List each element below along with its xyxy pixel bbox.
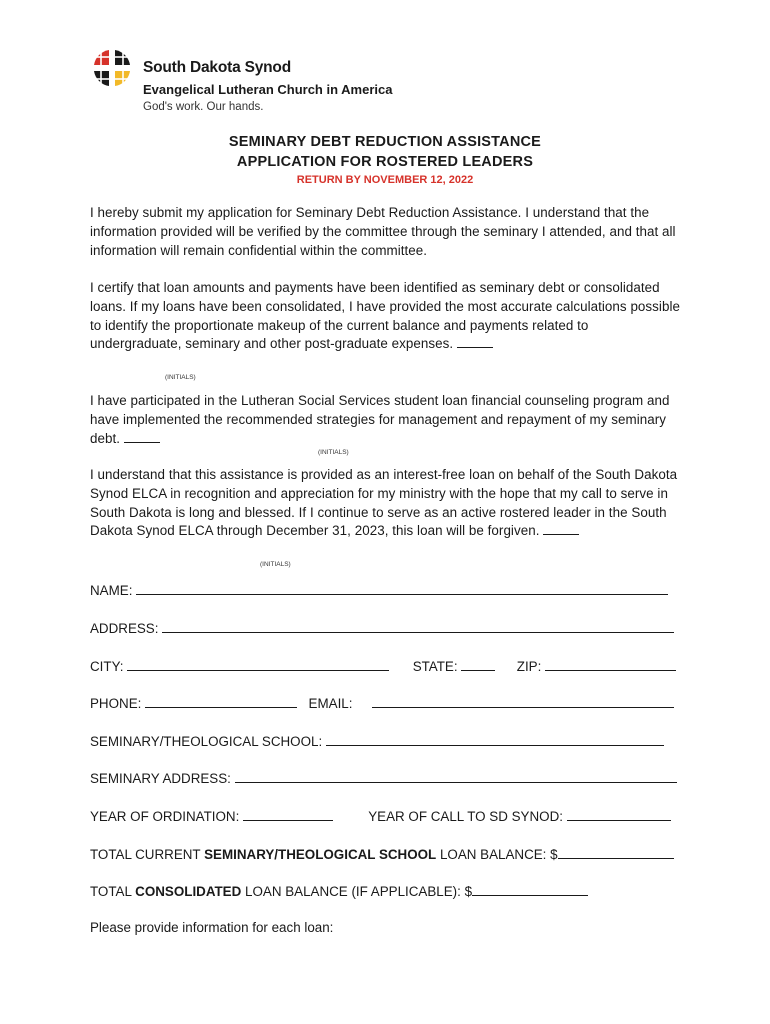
initials-input-1[interactable] [457,335,493,348]
state-field[interactable] [461,658,495,671]
return-deadline: RETURN BY NOVEMBER 12, 2022 [296,174,474,186]
initials-label: (INITIALS) [165,374,196,381]
loan-info-prompt: Please provide information for each loan: [90,920,334,935]
school-row [90,733,664,749]
total-current-label-bold: SEMINARY/THEOLOGICAL SCHOOL [204,847,437,862]
address-label: ADDRESS: [90,621,159,636]
email-label: EMAIL: [308,696,353,711]
paragraph-certify [90,279,682,354]
name-field[interactable] [136,582,668,595]
zip-label: ZIP: [516,659,542,674]
total-current-field[interactable] [558,846,674,859]
elca-cross-logo [90,46,134,90]
total-consolidated-label-post: LOAN BALANCE (IF APPLICABLE): $ [245,884,473,899]
total-consolidated-row [90,883,588,899]
city-label: CITY: [90,659,124,674]
org-header [143,58,392,115]
paragraph-text: I hereby submit my application for Seminary Debt Reduction Assistance. I understand that the information provided will be verified by the committee through the seminary I attended, and that all information will remain confidential within the committee. [90,205,676,258]
city-row [90,658,676,674]
year-ordination-label: YEAR OF ORDINATION: [90,809,240,824]
phone-label: PHONE: [90,696,142,711]
years-row [90,808,671,824]
name-label: NAME: [90,583,133,598]
paragraph-text: I have participated in the Lutheran Social Services student loan financial counseling program and have implemented the recommended strategies for management and repayment of my seminary debt. [90,393,670,446]
total-current-label-pre: TOTAL CURRENT [90,847,201,862]
zip-field[interactable] [545,658,676,671]
total-consolidated-label-bold: CONSOLIDATED [135,884,242,899]
initials-label: (INITIALS) [260,561,291,568]
seminary-address-row [90,770,677,786]
paragraph-text: I understand that this assistance is provided as an interest-free loan on behalf of the South Dakota Synod ELCA in recognition and appreciation for my ministry with the hope that my call to serve in South Dakota is long and blessed. If I continue to serve as an active rostered leader in the South Dakota Synod ELCA through December 31, 2023, this loan will be forgiven. [90,467,678,539]
year-call-label: YEAR OF CALL TO SD SYNOD: [368,809,563,824]
name-row [90,582,668,598]
school-field[interactable] [326,733,664,746]
phone-email-row [90,695,674,711]
initials-label: (INITIALS) [318,449,349,456]
initials-input-2[interactable] [124,430,160,443]
paragraph-counseling [90,392,682,448]
org-tagline: God's work. Our hands. [143,101,264,113]
email-field[interactable] [372,695,674,708]
address-row [90,620,674,636]
document-title-line1: SEMINARY DEBT REDUCTION ASSISTANCE [228,134,542,150]
initials-input-3[interactable] [543,522,579,535]
school-label: SEMINARY/THEOLOGICAL SCHOOL: [90,734,323,749]
year-ordination-field[interactable] [243,808,333,821]
seminary-address-label: SEMINARY ADDRESS: [90,771,231,786]
document-title-line2: APPLICATION FOR ROSTERED LEADERS [236,154,534,170]
total-consolidated-field[interactable] [472,883,588,896]
paragraph-forgiveness [90,466,682,541]
address-field[interactable] [162,620,674,633]
phone-field[interactable] [145,695,297,708]
total-current-row [90,846,674,862]
year-call-field[interactable] [567,808,671,821]
city-field[interactable] [127,658,389,671]
total-consolidated-label-pre: TOTAL [90,884,132,899]
paragraph-text: I certify that loan amounts and payments have been identified as seminary debt or consolidated loans. If my loans have been consolidated, I have provided the most accurate calculations possible to identify the proportionate makeup of the current balance and payments related to undergraduate, seminary and other post-graduate expenses. [90,280,680,352]
org-subtitle: Evangelical Lutheran Church in America [143,82,393,97]
seminary-address-field[interactable] [235,770,677,783]
org-name: South Dakota Synod [143,59,291,76]
paragraph-submission [90,204,682,260]
total-current-label-post: LOAN BALANCE: $ [439,847,558,862]
state-label: STATE: [412,659,458,674]
